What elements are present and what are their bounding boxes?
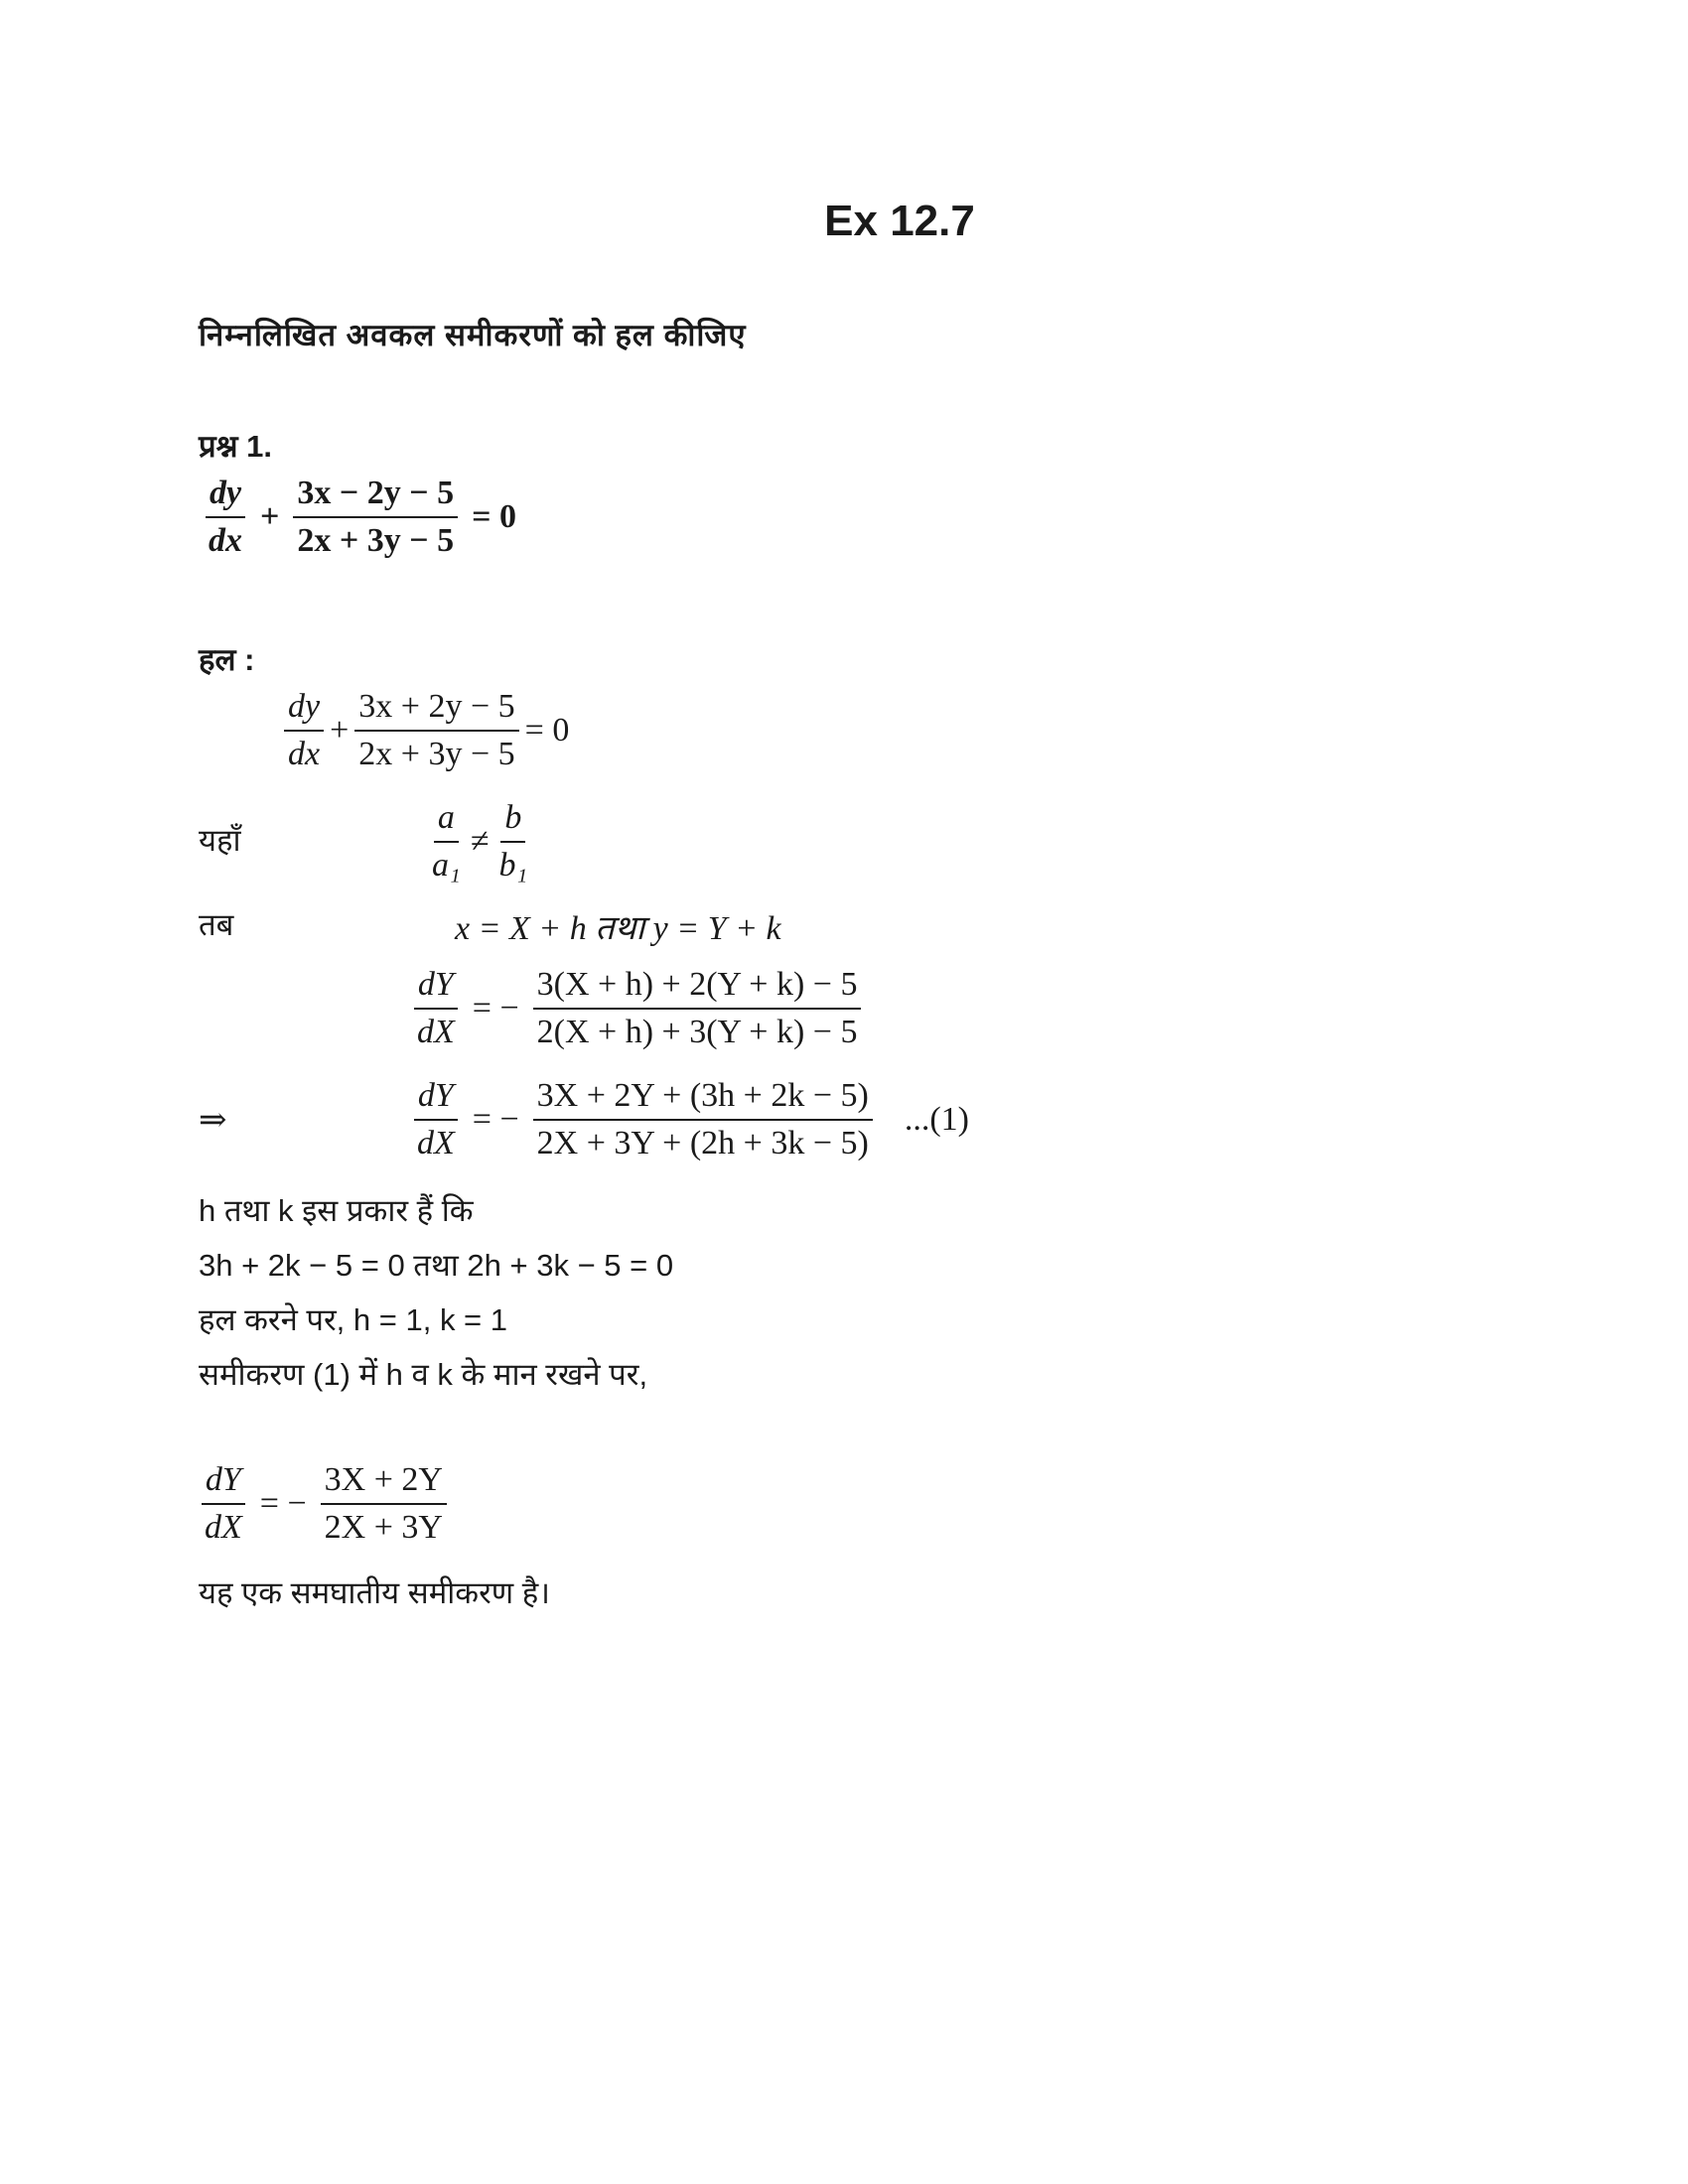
solution-equation-1 xyxy=(278,688,569,773)
question-equation xyxy=(199,475,524,560)
frac-num: a xyxy=(434,799,459,843)
frac-den: 2X + 3Y xyxy=(324,1509,443,1546)
page-title: Ex 12.7 xyxy=(824,197,975,245)
frac-num: 3(X + h) + 2(Y + k) − 5 xyxy=(533,966,862,1010)
plus: + xyxy=(260,498,280,535)
frac-den: a₁ xyxy=(432,847,461,884)
implies-symbol: ⇒ xyxy=(199,1102,227,1139)
solution-line: समीकरण (1) में h व k के मान रखने पर, xyxy=(199,1357,648,1392)
solution-equation-4 xyxy=(195,1461,453,1547)
rhs: = 0 xyxy=(472,498,516,535)
not-equal: ≠ xyxy=(470,823,490,860)
equals-minus: = − xyxy=(259,1485,307,1522)
rhs: = 0 xyxy=(524,712,570,749)
solution-line: हल करने पर, h = 1, k = 1 xyxy=(199,1302,508,1337)
ratio-inequality xyxy=(422,799,537,885)
solution-equation-2 xyxy=(407,966,867,1051)
frac-num: 3X + 2Y + (3h + 2k − 5) xyxy=(533,1077,873,1121)
frac-num: dy xyxy=(206,475,245,518)
frac-num: dY xyxy=(202,1461,245,1505)
frac-num: 3x + 2y − 5 xyxy=(354,688,518,732)
frac-num: dY xyxy=(414,966,458,1010)
equals-minus: = − xyxy=(472,1101,519,1138)
substitution: x = X + h तथा y = Y + k xyxy=(455,910,781,947)
frac-num: dy xyxy=(284,688,324,732)
frac-den: dx xyxy=(209,522,242,559)
frac-den: b₁ xyxy=(498,847,528,884)
frac-den: 2(X + h) + 3(Y + k) − 5 xyxy=(536,1014,858,1050)
equals-minus: = − xyxy=(472,990,519,1026)
here-label: यहाँ xyxy=(199,823,241,858)
equation-tag: ...(1) xyxy=(904,1101,969,1138)
solution-label: हल : xyxy=(199,642,255,677)
frac-den: 2X + 3Y + (2h + 3k − 5) xyxy=(536,1125,869,1161)
plus: + xyxy=(330,712,350,749)
frac-den: dX xyxy=(417,1014,455,1050)
instruction-heading: निम्नलिखित अवकल समीकरणों को हल कीजिए xyxy=(199,318,747,352)
frac-den: 2x + 3y − 5 xyxy=(297,522,455,559)
then-label: तब xyxy=(199,907,234,942)
frac-num: 3X + 2Y xyxy=(321,1461,447,1505)
frac-den: dx xyxy=(288,736,321,772)
frac-den: dX xyxy=(205,1509,242,1546)
frac-den: dX xyxy=(417,1125,455,1161)
question-label: प्रश्न 1. xyxy=(199,429,273,464)
frac-num: dY xyxy=(414,1077,458,1121)
frac-den: 2x + 3y − 5 xyxy=(358,736,515,772)
conclusion: यह एक समघातीय समीकरण है। xyxy=(199,1575,550,1610)
solution-line: 3h + 2k − 5 = 0 तथा 2h + 3k − 5 = 0 xyxy=(199,1248,674,1283)
solution-line: h तथा k इस प्रकार हैं कि xyxy=(199,1193,474,1228)
frac-num: b xyxy=(500,799,525,843)
solution-equation-3 xyxy=(407,1077,969,1162)
frac-num: 3x − 2y − 5 xyxy=(293,475,458,518)
